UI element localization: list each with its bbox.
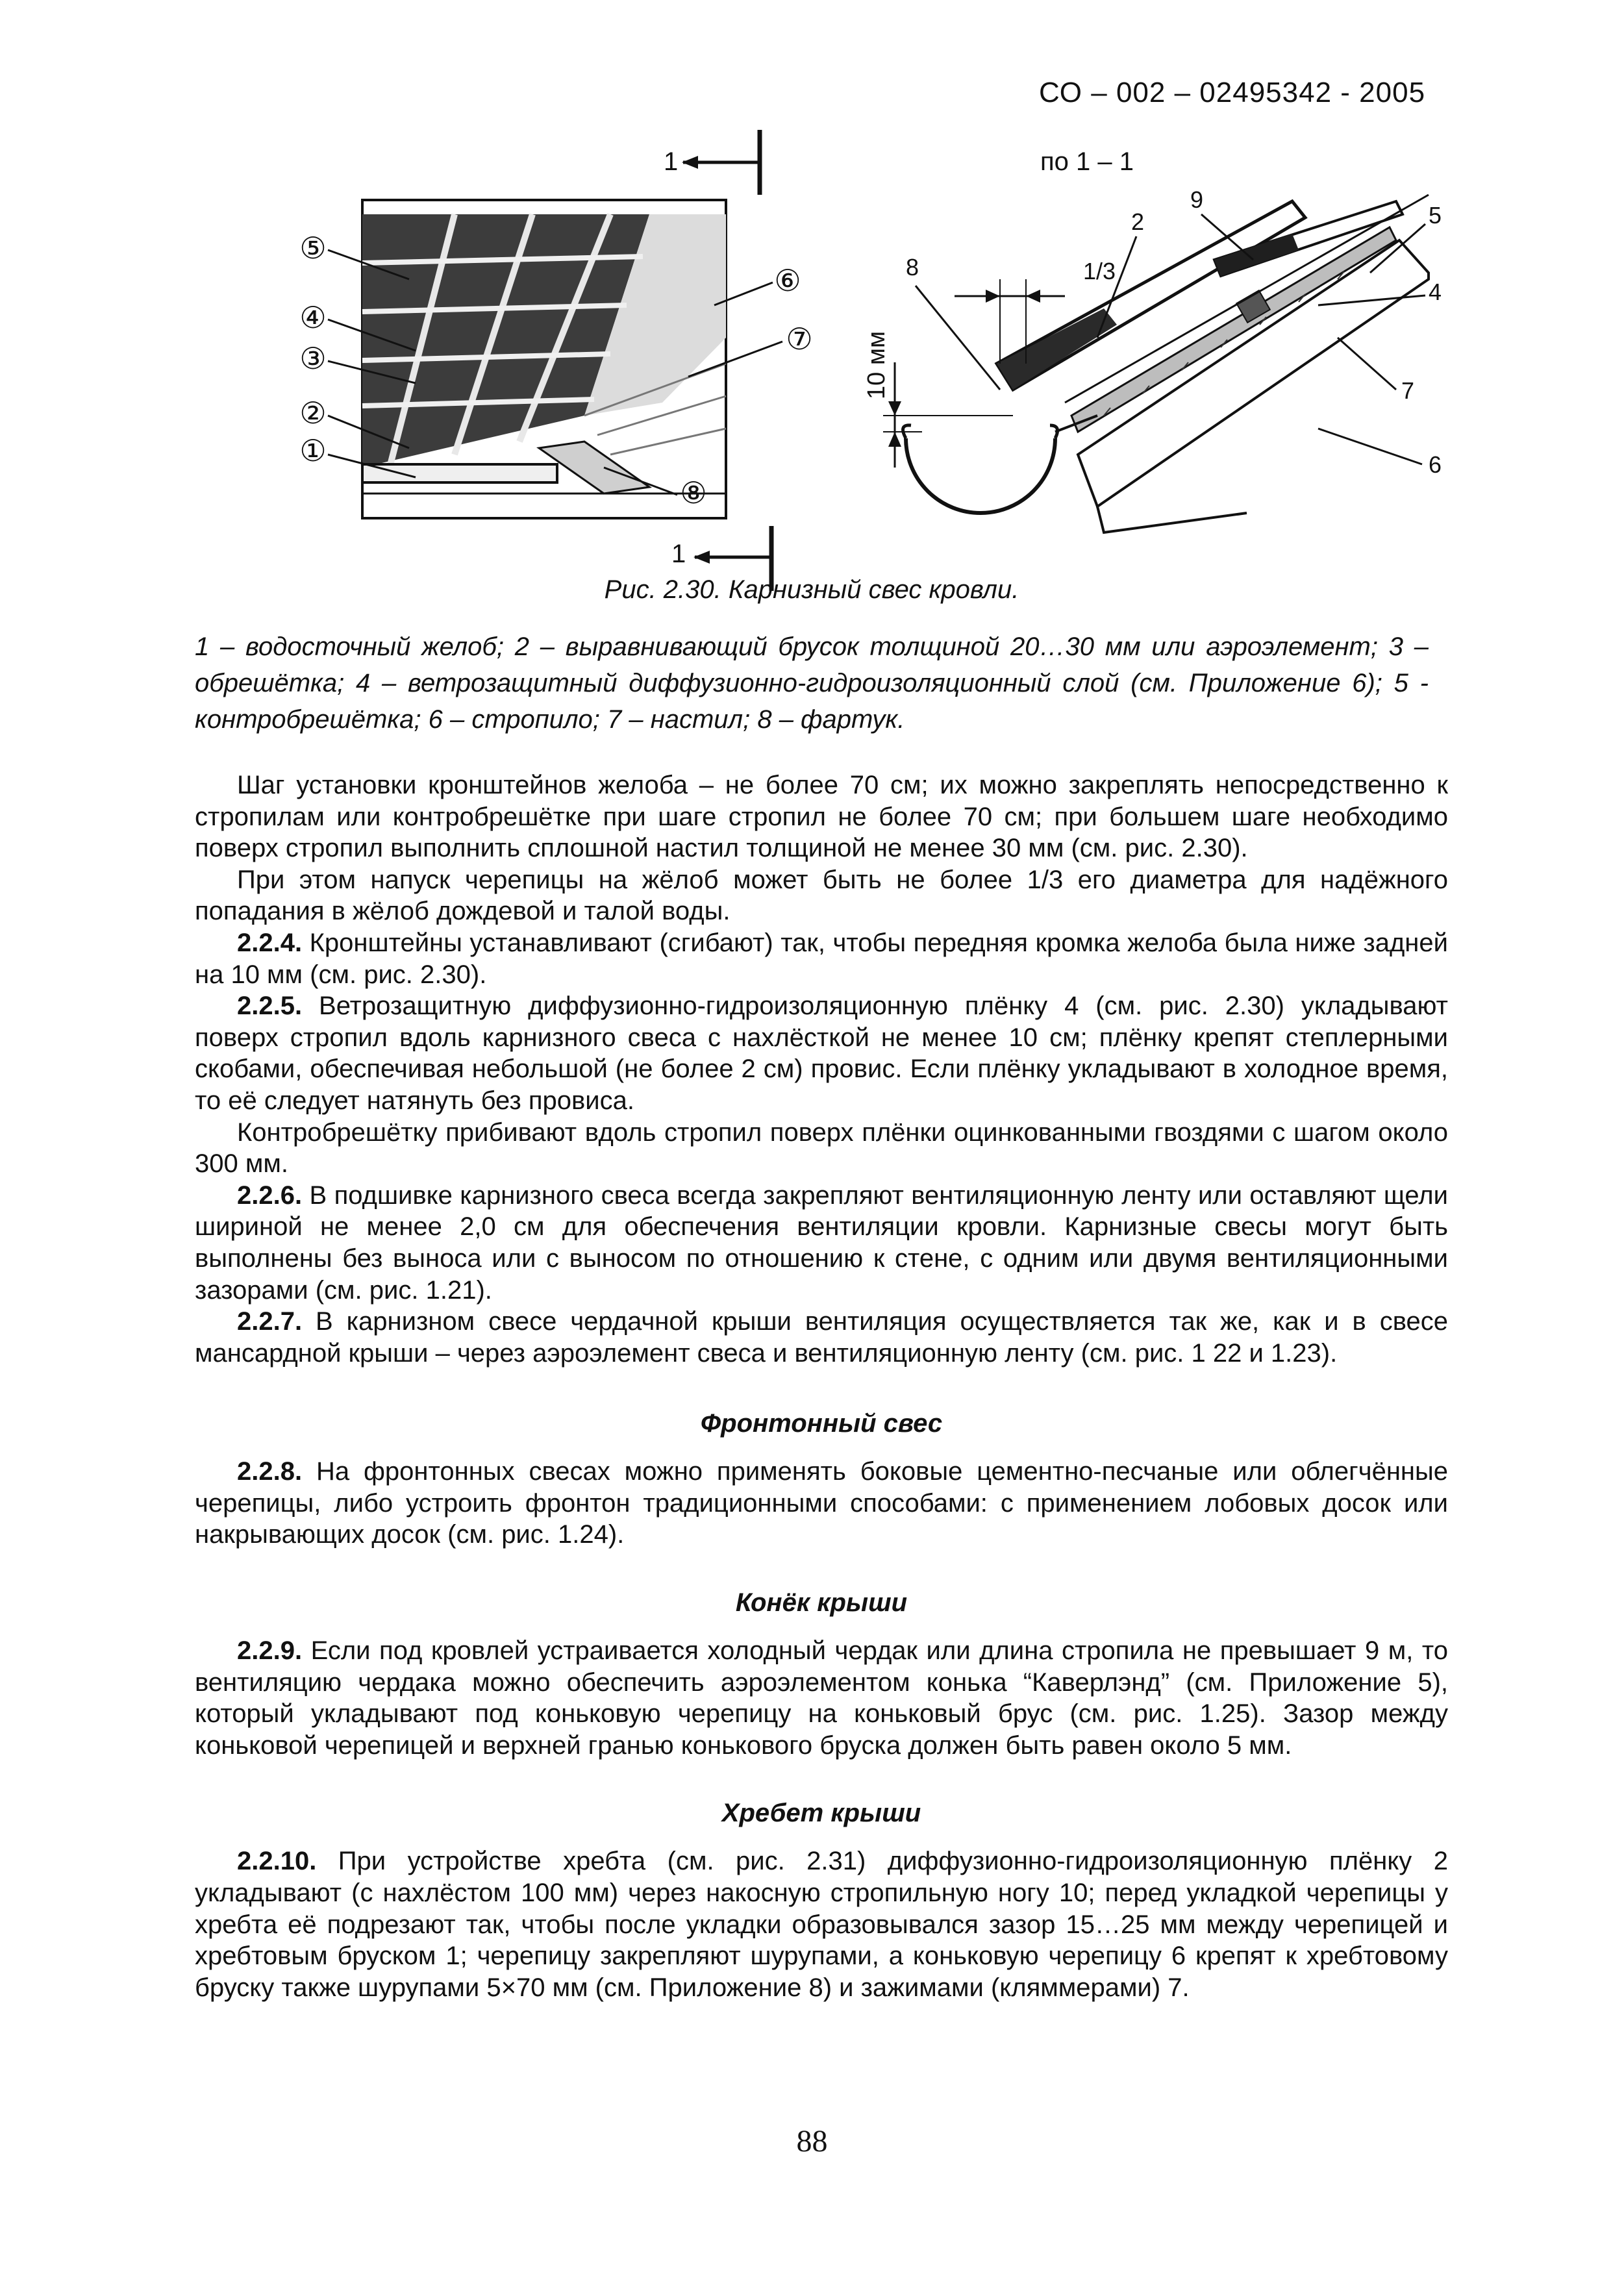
paragraph-text: Ветрозащитную диффузионно-гидроизоляционную плёнку 4 (см. рис. 2.30) укладывают поверх стропил вдоль карнизного свеса с нахлёсткой не менее 10 см; плёнку крепят степлерными скобами, обеспечивая небольшой (не более 2 см) провис. Если плёнку укладывают в холодное время, то её следует натянуть без провиса. xyxy=(195,992,1448,1115)
dim-one-third-arrow-right xyxy=(1026,290,1040,303)
dim-10mm-arrow-top xyxy=(888,401,901,416)
rafter-outline xyxy=(1078,240,1429,506)
paragraph-2-2-8 xyxy=(195,1456,1448,1551)
paragraph: Контробрешётку прибивают вдоль стропил поверх плёнки оцинкованными гвоздями с шагом около 300 мм. xyxy=(195,1118,1448,1179)
section-title: по 1 – 1 xyxy=(1040,147,1134,176)
callout-7: ⑦ xyxy=(786,322,813,356)
paragraph-2-2-4 xyxy=(195,927,1448,990)
paragraph-text: В карнизном свесе чердачной крыши вентиляция осуществляется так же, как и в свесе мансардной крыши – через аэроэлемент свеса и вентиляционную ленту (см. рис. 1 22 и 1.23). xyxy=(195,1307,1448,1368)
paragraph-2-2-7 xyxy=(195,1306,1448,1369)
dim-one-third-label: 1/3 xyxy=(1083,258,1116,284)
paragraph-text: Если под кровлей устраивается холодный чердак или длина стропила не превышает 9 м, то вентиляцию чердака можно обеспечить аэроэлементом конька “Каверлэнд” (см. Приложение 5), который укладывают под коньковую черепицу на коньковый брус (см. рис. 1.25). Зазор между коньковой черепицей и верхней гранью конькового бруска должен быть равен около 5 мм. xyxy=(195,1636,1448,1760)
callout-1: ① xyxy=(299,434,327,468)
label-2: 2 xyxy=(1131,208,1145,235)
label-4: 4 xyxy=(1429,279,1442,305)
section-mark-bottom-label: 1 xyxy=(671,540,686,568)
callout-3: ③ xyxy=(299,342,327,375)
document-code: СО – 002 – 02495342 - 2005 xyxy=(1039,77,1426,108)
paragraph-text: На фронтонных свесах можно применять боковые цементно-песчаные или облегчённые черепицы, либо устроить фронтон традиционными способами: с применением лобовых досок или накрывающих досок (см. рис. 1.24). xyxy=(195,1457,1448,1549)
gutter xyxy=(362,464,557,482)
paragraph-text: Кронштейны устанавливают (сгибают) так, чтобы передняя кромка желоба была ниже задней на 10 мм (см. рис. 2.30). xyxy=(195,928,1448,989)
figure-legend: 1 – водосточный желоб; 2 – выравнивающий брусок толщиной 20…30 мм или аэроэлемент; 3 – обрешётка; 4 – ветрозащитный диффузионно-гидроизоляционный слой (см. Приложение 6); 5 - контробрешётка; 6 – стропило; 7 – настил; 8 – фартук. xyxy=(195,632,1429,734)
callout-4: ④ xyxy=(299,301,327,334)
section-heading-gable-overhang: Фронтонный свес xyxy=(700,1409,943,1438)
eaves-perspective-drawing xyxy=(299,130,812,591)
clause-number: 2.2.4. xyxy=(237,928,303,957)
section-arrowhead-top xyxy=(682,156,698,169)
right-labels xyxy=(906,186,1442,478)
section-arrowhead-bottom xyxy=(693,551,710,564)
clause-number: 2.2.10. xyxy=(237,1847,317,1876)
clause-number: 2.2.7. xyxy=(237,1307,303,1336)
callout-8: ⑧ xyxy=(680,476,707,510)
dim-one-third-arrow-left xyxy=(986,290,1000,303)
paragraph-text: В подшивке карнизного свеса всегда закрепляют вентиляционную ленту или оставляют щели шириной не менее 2,0 см для обеспечения вентиляции кровли. Карнизные свесы могут быть выполнены без выноса или с выносом по отношению к стене, с одним или двумя вентиляционными зазорами (см. рис. 1.21). xyxy=(195,1181,1448,1305)
label-8: 8 xyxy=(906,254,919,281)
callout-6: ⑥ xyxy=(774,264,801,297)
figure-caption xyxy=(195,571,1429,738)
section-heading-ridge: Конёк крыши xyxy=(735,1588,908,1618)
section-heading-hip: Хребет крыши xyxy=(721,1799,921,1828)
paragraph-text: При устройстве хребта (см. рис. 2.31) диффузионно-гидроизоляционную плёнку 2 укладывают (с нахлёстом 100 мм) через накосную стропильную ногу 10; перед укладкой черепицы у хребта её подрезают так, чтобы после укладки образовывался зазор 15…25 мм между черепицей и хребтовым бруском 1; черепицу закрепляют шурупами, а коньковую черепицу 6 крепят к хребтовому бруску также шурупами 5×70 мм (см. Приложение 8) и зажимами (кляммерами) 7. xyxy=(195,1847,1448,2002)
label-5: 5 xyxy=(1429,202,1442,229)
gutter-section xyxy=(906,438,1055,513)
paragraph-2-2-6 xyxy=(195,1180,1448,1306)
section-1-1-drawing xyxy=(863,147,1442,532)
eaves-figure xyxy=(0,0,1624,623)
paragraph: Шаг установки кронштейнов желоба – не более 70 см; их можно закреплять непосредственно к стропилам или контробрешётке при шаге стропил не более 70 см; при большем шаге необходимо поверх стропил выполнить сплошной настил толщиной не менее 30 мм (см. рис. 2.30). xyxy=(195,771,1448,863)
label-7: 7 xyxy=(1401,377,1415,404)
paragraph-2-2-10 xyxy=(195,1845,1448,2003)
membrane-area xyxy=(362,214,649,468)
tile-front-dark xyxy=(997,308,1117,390)
callout-5: ⑤ xyxy=(299,231,327,265)
clause-number: 2.2.9. xyxy=(237,1636,303,1666)
rafter-end xyxy=(1097,506,1247,532)
clause-number: 2.2.8. xyxy=(237,1457,303,1486)
paragraph: При этом напуск черепицы на жёлоб может быть не более 1/3 его диаметра для надёжного попадания в жёлоб дождевой и талой воды. xyxy=(195,865,1448,926)
clause-number: 2.2.6. xyxy=(237,1181,303,1210)
paragraph-2-2-5 xyxy=(195,990,1448,1116)
paragraph-2-2-9 xyxy=(195,1635,1448,1761)
section-mark-top-label: 1 xyxy=(664,147,679,176)
dim-10mm-label: 10 мм xyxy=(863,331,890,399)
dim-10mm-arrow-bottom xyxy=(888,432,901,447)
body-text xyxy=(195,769,1448,2003)
callout-2: ② xyxy=(299,396,327,430)
clause-number: 2.2.5. xyxy=(237,992,303,1021)
page-number: 88 xyxy=(796,2124,828,2158)
label-6: 6 xyxy=(1429,451,1442,478)
figure-title: Рис. 2.30. Карнизный свес кровли. xyxy=(604,575,1019,604)
label-9: 9 xyxy=(1190,186,1204,213)
